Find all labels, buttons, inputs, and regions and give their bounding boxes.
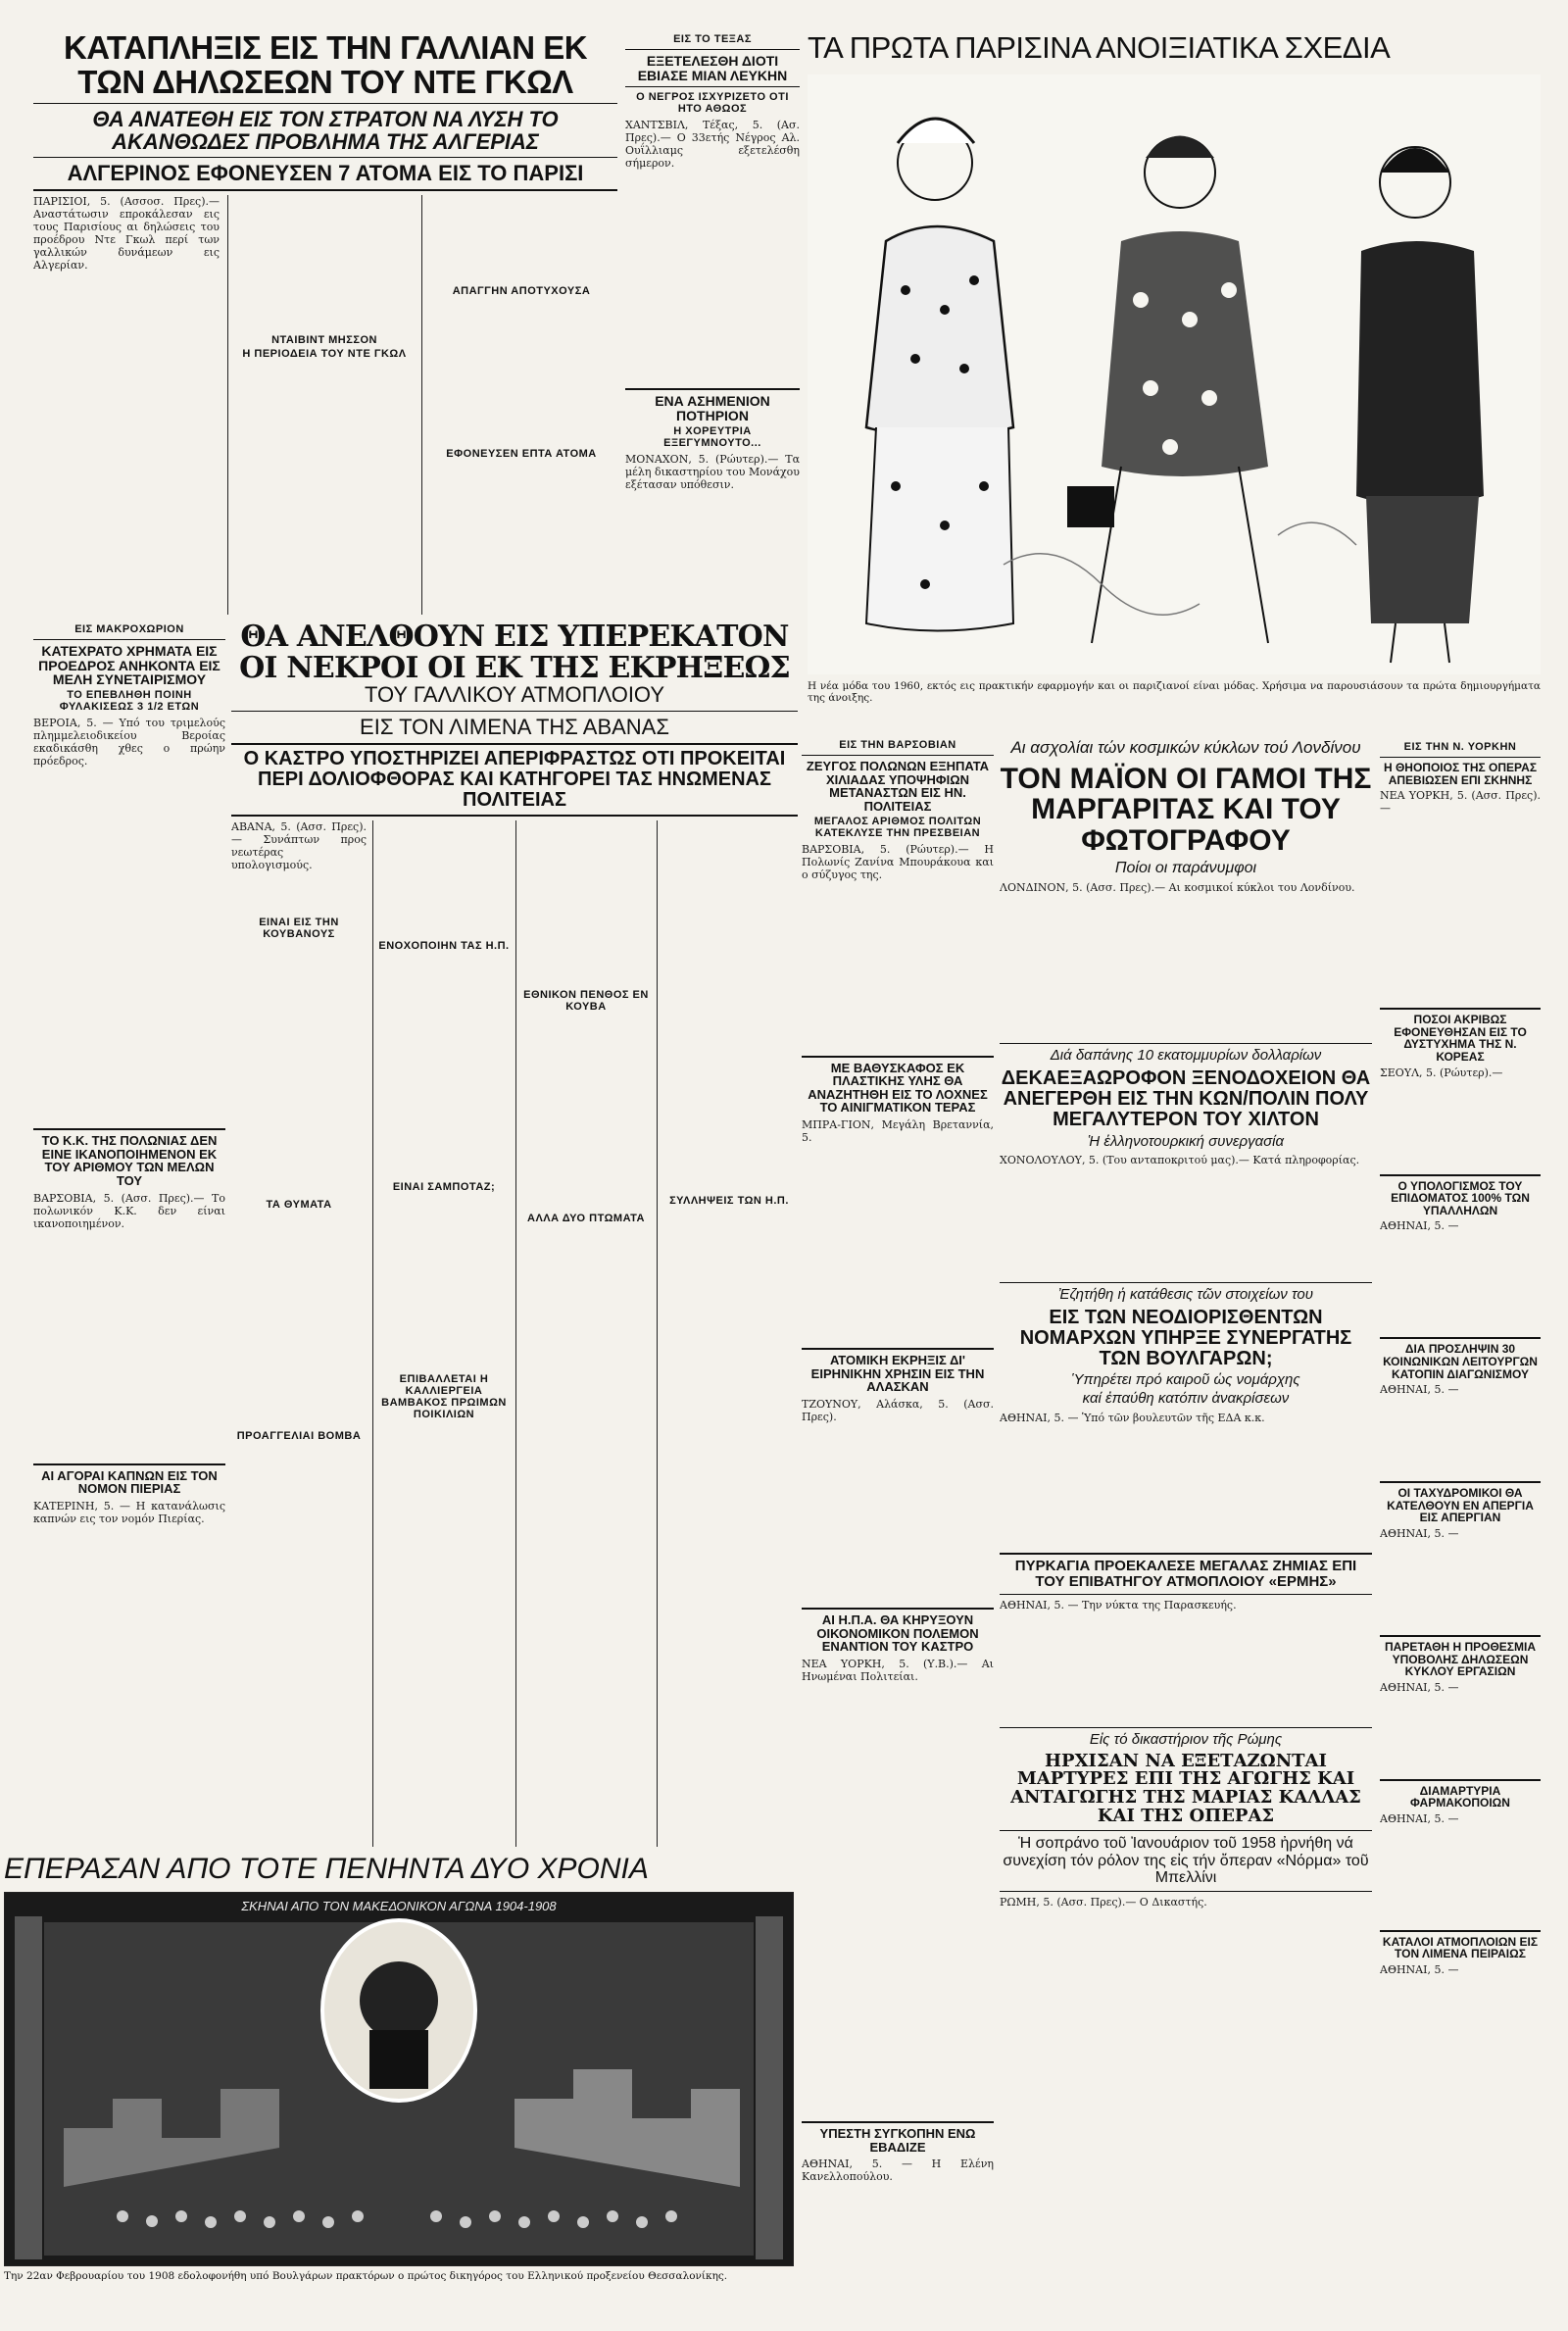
lead-body-col1 bbox=[33, 275, 220, 615]
right-dateline-8: ΑΘΗΝΑΙ, 5. — bbox=[1380, 1963, 1459, 1977]
right-column-briefs bbox=[1380, 739, 1541, 2309]
havana-sub-8: ΑΛΛΑ ΔΥΟ ΠΤΩΜΑΤΑ bbox=[527, 1213, 645, 1225]
lead-sub-3: ΑΠΑΓΓΗΝ ΑΠΟΤΥΧΟΥΣΑ bbox=[452, 284, 591, 297]
havana-sub-1: ΕΙΝΑΙ ΕΙΣ ΤΗΝ ΚΟΥΒΑΝΟΥΣ bbox=[259, 917, 339, 941]
left-column-briefs bbox=[33, 621, 225, 1847]
left-headline-3: ΑΙ ΑΓΟΡΑΙ ΚΑΠΝΩΝ ΕΙΣ ΤΟΝ ΝΟΜΟΝ ΠΙΕΡΙΑΣ bbox=[41, 1467, 218, 1497]
fashion-sketch-image bbox=[808, 74, 1541, 674]
right-dateline-6: ΑΘΗΝΑΙ, 5. — bbox=[1380, 1680, 1459, 1694]
hotel-kicker: Διά δαπάνης 10 εκατομμυρίων δολλαρίων bbox=[1050, 1047, 1322, 1064]
callas-headline: ΗΡΧΙΣΑΝ ΝΑ ΕΞΕΤΑΖΩΝΤΑΙ ΜΑΡΤΥΡΕΣ ΕΠΙ ΤΗΣ ΑΓΩΓΗΣ ΚΑΙ ΑΝΤΑΓΩΓΗΣ ΤΗΣ ΜΑΡΙΑΣ ΚΑΛΛΑΣ ΚΑΙ ΤΗΣ ΟΠΕΡΑΣ bbox=[1010, 1750, 1361, 1827]
havana-sub-3: ΕΘΝΙΚΟΝ ΠΕΝΘΟΣ ΕΝ ΚΟΥΒΑ bbox=[523, 989, 649, 1014]
texas-kicker: ΕΙΣ ΤΟ ΤΕΞΑΣ bbox=[673, 33, 752, 45]
texas-dateline: ΧΑΝΤΣΒΙΛ, Τέξας, 5. (Ασ. Πρες).— Ο 33ετής Νέγρος Αλ. Ουΐλλιαμς εξετελέσθη σήμερον. bbox=[625, 119, 800, 171]
right-headline: Η ΘΗΟΠΟΙΟΣ ΤΗΣ ΟΠΕΡΑΣ ΑΠΕΒΙΩΣΕΝ ΕΠΙ ΣΚΗΝΗΣ bbox=[1383, 761, 1538, 787]
warsaw-headline-3: ΑΤΟΜΙΚΗ ΕΚΡΗΞΙΣ ΔΙ' ΕΙΡΗΝΙΚΗΝ ΧΡΗΣΙΝ ΕΙΣ ΤΗΝ ΑΛΑΣΚΑΝ bbox=[810, 1353, 985, 1395]
bulgars-headline: ΕΙΣ ΤΩΝ ΝΕΟΔΙΟΡΙΣΘΕΝΤΩΝ ΝΟΜΑΡΧΩΝ ΥΠΗΡΞΕ ΣΥΝΕΡΓΑΤΗΣ ΤΩΝ ΒΟΥΛΓΑΡΩΝ; bbox=[1019, 1306, 1352, 1369]
havana-sub-4: ΤΑ ΘΥΜΑΤΑ bbox=[266, 1199, 332, 1212]
right-headline-6: ΠΑΡΕΤΑΘΗ Η ΠΡΟΘΕΣΜΙΑ ΥΠΟΒΟΛΗΣ ΔΗΛΩΣΕΩΝ ΚΥΚΛΟΥ ΕΡΓΑΣΙΩΝ bbox=[1385, 1639, 1536, 1679]
bulgars-subhead-2: καί ἐπαύθη κατόπιν ἀνακρίσεων bbox=[1082, 1390, 1290, 1407]
lead-dateline: ΠΑΡΙΣΙΟΙ, 5. (Ασσοσ. Πρες).— Αναστάτωσιν επροκάλεσαν εις τους Παρισίους αι δηλώσεις του προέδρου Ντε Γκωλ περί των γαλλικών δυνάμεων εις Αλγερίαν. bbox=[33, 194, 220, 272]
right-headline-3: Ο ΥΠΟΛΟΓΙΣΜΟΣ ΤΟΥ ΕΠΙΔΟΜΑΤΟΣ 100% ΤΩΝ ΥΠΑΛΛΗΛΩΝ bbox=[1391, 1178, 1530, 1217]
cup-headline: ΕΝΑ ΑΣΗΜΕΝΙΟΝ ΠΟΤΗΡΙΟΝ bbox=[655, 393, 770, 424]
havana-dateline: ΑΒΑΝΑ, 5. (Ασσ. Πρες).— Συνάπτων προς νεωτέρας υπολογισμούς. bbox=[231, 820, 367, 872]
right-headline-5: ΟΙ ΤΑΧΥΔΡΟΜΙΚΟΙ ΘΑ ΚΑΤΕΛΘΟΥΝ ΕΝ ΑΠΕΡΓΙΑ ΕΙΣ ΑΠΕΡΓΙΑΝ bbox=[1387, 1486, 1534, 1525]
left-subhead: ΤΟ ΕΠΕΒΛΗΘΗ ΠΟΙΝΗ ΦΥΛΑΚΙΣΕΩΣ 3 1/2 ΕΤΩΝ bbox=[59, 689, 200, 714]
lead-subhead: ΘΑ ΑΝΑΤΕΘΗ ΕΙΣ ΤΟΝ ΣΤΡΑΤΟΝ ΝΑ ΛΥΣΗ ΤΟ ΑΚΑΝΘΩΔΕΣ ΠΡΟΒΛΗΜΑ ΤΗΣ ΑΛΓΕΡΙΑΣ bbox=[92, 107, 559, 155]
margaret-kicker: Αι ασχολίαι τών κοσμικών κύκλων τού Λονδίνου bbox=[1010, 739, 1361, 757]
hotel-story bbox=[1000, 1039, 1372, 1272]
macedonia-caption: Την 22αν Φεβρουαρίου του 1908 εδολοφονήθη υπό Βουλγάρων πρακτόρων ο πρώτος δικηγόρος του Ελληνικού προξενείου Θεσσαλονίκης. bbox=[4, 2270, 728, 2282]
right-dateline-5: ΑΘΗΝΑΙ, 5. — bbox=[1380, 1526, 1459, 1540]
havana-subhead: Ο ΚΑΣΤΡΟ ΥΠΟΣΤΗΡΙΖΕΙ ΑΠΕΡΙΦΡΑΣΤΩΣ ΟΤΙ ΠΡΟΚΕΙΤΑΙ ΠΕΡΙ ΔΟΛΙΟΦΘΟΡΑΣ ΚΑΙ ΚΑΤΗΓΟΡΕΙ ΤΑΣ ΗΝΩΜΕΝΑΣ ΠΟΛΙΤΕΙΑΣ bbox=[243, 748, 786, 812]
hotel-subhead: Ἡ ἑλληνοτουρκική συνεργασία bbox=[1087, 1132, 1285, 1150]
warsaw-dateline-3: ΤΖΟΥΝΟΥ, Αλάσκα, 5. (Ασσ. Πρες). bbox=[802, 1398, 994, 1424]
fashion-feature bbox=[808, 31, 1541, 733]
lead-sub-4: ΕΦΟΝΕΥΣΕΝ ΕΠΤΑ ΑΤΟΜΑ bbox=[446, 447, 597, 460]
collision-story bbox=[802, 2117, 994, 2309]
bulgars-kicker: Ἐζητήθη ἡ κατάθεσις τῶν στοιχείων του bbox=[1058, 1286, 1313, 1303]
havana-sub-9: ΠΡΟΑΓΓΕΛΙΑΙ ΒΟΜΒΑ bbox=[236, 1430, 362, 1443]
havana-headline: ΘΑ ΑΝΕΛΘΟΥΝ ΕΙΣ ΥΠΕΡΕΚΑΤΟΝ ΟΙ ΝΕΚΡΟΙ ΟΙ ΕΚ ΤΗΣ ΕΚΡΗΞΕΩΣ bbox=[239, 621, 790, 685]
texas-headline: ΕΞΕΤΕΛΕΣΘΗ ΔΙΟΤΙ ΕΒΙΑΣΕ ΜΙΑΝ ΛΕΥΚΗΝ bbox=[637, 53, 788, 83]
macedonia-illustration bbox=[4, 1892, 794, 2266]
margaret-subhead: Ποίοι οι παράνυμφοι bbox=[1114, 860, 1257, 877]
lead-sub-1: ΝΤΑΙΒΙΝΤ ΜΗΣΣΟΝ bbox=[271, 333, 377, 346]
havana-sub-7: ΣΥΛΛΗΨΕΙΣ ΤΩΝ Η.Π. bbox=[669, 1195, 789, 1208]
right-dateline-4: ΑΘΗΝΑΙ, 5. — bbox=[1380, 1383, 1459, 1397]
cup-dateline: ΜΟΝΑΧΟΝ, 5. (Ρώυτερ).— Τα μέλη δικαστηρίου του Μονάχου εξέτασαν υπόθεσιν. bbox=[625, 452, 800, 491]
macedonia-feature bbox=[0, 1853, 796, 2331]
callas-kicker: Εἰς τό δικαστήριον τῆς Ρώμης bbox=[1089, 1731, 1283, 1748]
right-dateline-2: ΣΕΟΥΛ, 5. (Ρώυτερ).— bbox=[1380, 1066, 1503, 1079]
havana-headline-2: ΤΟΥ ΓΑΛΛΙΚΟΥ ΑΤΜΟΠΛΟΙΟΥ bbox=[364, 682, 665, 707]
right-dateline-3: ΑΘΗΝΑΙ, 5. — bbox=[1380, 1219, 1459, 1233]
bulgars-story bbox=[1000, 1278, 1372, 1543]
warsaw-column bbox=[802, 737, 994, 1874]
hotel-dateline: ΧΟΝΟΛΟΥΛΟΥ, 5. (Του ανταποκριτού μας).— Κατά πληροφορίας. bbox=[1000, 1154, 1360, 1166]
macedonia-banner: ΣΚΗΝΑΙ ΑΠΟ ΤΟΝ ΜΑΚΕΔΟΝΙΚΟΝ ΑΓΩΝΑ 1904-1908 bbox=[241, 1899, 557, 1913]
lead-story-de-gaulle bbox=[33, 31, 617, 615]
right-headline-2: ΠΟΣΟΙ ΑΚΡΙΒΩΣ ΕΦΟΝΕΥΘΗΣΑΝ ΕΙΣ ΤΟ ΔΥΣΤΥΧΗΜΑ ΤΗΣ Ν. ΚΟΡΕΑΣ bbox=[1394, 1013, 1527, 1064]
right-headline-7: ΔΙΑΜΑΡΤΥΡΙΑ ΦΑΡΜΑΚΟΠΟΙΩΝ bbox=[1410, 1783, 1510, 1810]
cup-subhead: Η ΧΟΡΕΥΤΡΙΑ ΕΞΕΓΥΜΝΟΥΤΟ... bbox=[663, 424, 761, 449]
fashion-headline: ΤΑ ΠΡΩΤΑ ΠΑΡΙΣΙΝΑ ΑΝΟΙΞΙΑΤΙΚΑ ΣΧΕΔΙΑ bbox=[808, 31, 1391, 65]
macedonia-scene-image bbox=[5, 1893, 793, 2265]
havana-sub-2: ΕΝΟΧΟΠΟΙΗΝ ΤΑΣ Η.Π. bbox=[378, 940, 510, 953]
havana-sub-5: ΕΙΝΑΙ ΣΑΜΠΟΤΑΖ; bbox=[392, 1181, 496, 1194]
hermes-headline: ΠΥΡΚΑΓΙΑ ΠΡΟΕΚΑΛΕΣΕ ΜΕΓΑΛΑΣ ΖΗΜΙΑΣ ΕΠΙ ΤΟΥ ΕΠΙΒΑΤΗΓΟΥ ΑΤΜΟΠΛΟΙΟΥ «ΕΡΜΗΣ» bbox=[1014, 1558, 1357, 1590]
lead-second-headline: ΑΛΓΕΡΙΝΟΣ ΕΦΟΝΕΥΣΕΝ 7 ΑΤΟΜΑ ΕΙΣ ΤΟ ΠΑΡΙΣΙ bbox=[67, 161, 584, 186]
collision-headline: ΥΠΕΣΤΗ ΣΥΓΚΟΠΗΝ ΕΝΩ ΕΒΑΔΙΖΕ bbox=[819, 2126, 976, 2155]
left-dateline: ΒΕΡΟΙΑ, 5. — Υπό του τριμελούς πλημμελειοδικείου Βεροίας εκαδικάσθη χθες ο πρώην πρόεδρος. bbox=[33, 717, 225, 769]
warsaw-dateline-2: ΜΠΡΑ-ΓΙΟΝ, Μεγάλη Βρεταννία, 5. bbox=[802, 1118, 994, 1145]
warsaw-headline-4: ΑΙ Η.Π.Α. ΘΑ ΚΗΡΥΞΟΥΝ ΟΙΚΟΝΟΜΙΚΟΝ ΠΟΛΕΜΟΝ ΕΝΑΝΤΙΟΝ ΤΟΥ ΚΑΣΤΡΟ bbox=[816, 1612, 979, 1655]
right-dateline-7: ΑΘΗΝΑΙ, 5. — bbox=[1380, 1811, 1459, 1825]
left-dateline-2: ΒΑΡΣΟΒΙΑ, 5. (Ασσ. Πρες).— Το πολωνικόν Κ.Κ. δεν είναι ικανοποιημένον. bbox=[33, 1191, 225, 1230]
right-headline-8: ΚΑΤΑΛΟΙ ΑΤΜΟΠΛΟΙΩΝ ΕΙΣ ΤΟΝ ΛΙΜΕΝΑ ΠΕΙΡΑΙΩΣ bbox=[1382, 1934, 1539, 1961]
right-kicker: ΕΙΣ ΤΗΝ Ν. ΥΟΡΚΗΝ bbox=[1403, 741, 1517, 753]
margaret-story bbox=[1000, 739, 1372, 1033]
macedonia-headline: ΕΠΕΡΑΣΑΝ ΑΠΟ ΤΟΤΕ ΠΕΝΗΝΤΑ ΔΥΟ ΧΡΟΝΙΑ bbox=[4, 1853, 649, 1885]
callas-story bbox=[1000, 1723, 1372, 2309]
warsaw-subhead: ΜΕΓΑΛΟΣ ΑΡΙΘΜΟΣ ΠΟΛΙΤΩΝ ΚΑΤΕΚΛΥΣΕ ΤΗΝ ΠΡΕΣΒΕΙΑΝ bbox=[813, 815, 982, 839]
hermes-dateline: ΑΘΗΝΑΙ, 5. — Την νύκτα της Παρασκευής. bbox=[1000, 1598, 1237, 1612]
lead-headline: ΚΑΤΑΠΛΗΞΙΣ ΕΙΣ ΤΗΝ ΓΑΛΛΙΑΝ ΕΚ ΤΩΝ ΔΗΛΩΣΕΩΝ ΤΟΥ ΝΤΕ ΓΚΩΛ bbox=[63, 31, 588, 100]
collision-dateline: ΑΘΗΝΑΙ, 5. — Η Ελένη Κανελλοπούλου. bbox=[802, 2157, 994, 2184]
callas-subhead: Ἡ σοπράνο τοῦ Ἰανουάριον τοῦ 1958 ἠρνήθη νά συνεχίση τόν ρόλον της εἰς τήν ὄπεραν «Νόρμα» τοῦ Μπελλίνι bbox=[1003, 1835, 1369, 1887]
left-kicker: ΕΙΣ ΜΑΚΡΟΧΩΡΙΟΝ bbox=[74, 623, 184, 635]
right-headline-4: ΔΙΑ ΠΡΟΣΛΗΨΙΝ 30 ΚΟΙΝΩΝΙΚΩΝ ΛΕΙΤΟΥΡΓΩΝ ΚΑΤΟΠΙΝ ΔΙΑΓΩΝΙΣΜΟΥ bbox=[1383, 1342, 1538, 1381]
callas-dateline: ΡΩΜΗ, 5. (Ασσ. Πρες).— Ο Δικαστής. bbox=[1000, 1895, 1207, 1909]
warsaw-headline-2: ΜΕ ΒΑΘΥΣΚΑΦΟΣ ΕΚ ΠΛΑΣΤΙΚΗΣ ΥΛΗΣ ΘΑ ΑΝΑΖΗΤΗΘΗ ΕΙΣ ΤΟ ΛΟΧΝΕΣ ΤΟ ΑΙΝΙΓΜΑΤΙΚΟΝ ΤΕΡΑΣ bbox=[808, 1060, 988, 1116]
lead-sub-2: Η ΠΕΡΙΟΔΕΙΑ ΤΟΥ ΝΤΕ ΓΚΩΛ bbox=[242, 347, 407, 360]
bulgars-dateline: ΑΘΗΝΑΙ, 5. — Ὑπό τῶν βουλευτῶν τῆς ΕΔΑ κ.κ. bbox=[1000, 1411, 1265, 1424]
hermes-story bbox=[1000, 1549, 1372, 1717]
havana-headline-3: ΕΙΣ ΤΟΝ ΛΙΜΕΝΑ ΤΗΣ ΑΒΑΝΑΣ bbox=[360, 715, 669, 740]
left-dateline-3: ΚΑΤΕΡΙΝΗ, 5. — Η κατανάλωσις καπνών εις τον νομόν Πιερίας. bbox=[33, 1499, 225, 1525]
fashion-caption: Η νέα μόδα του 1960, εκτός εις πρακτικήν εφαρμογήν και οι παριζιανοί είναι μόδας. Χρήσιμα να παρουσιάσουν τα πρώτα δημιουργήματα της άνοιξης. bbox=[808, 680, 1541, 704]
warsaw-dateline-4: ΝΕΑ ΥΟΡΚΗ, 5. (Υ.Β.).— Αι Ηνωμέναι Πολιτείαι. bbox=[802, 1657, 994, 1683]
left-headline: ΚΑΤΕΧΡΑΤΟ ΧΡΗΜΑΤΑ ΕΙΣ ΠΡΟΕΔΡΟΣ ΑΝΗΚΟΝΤΑ ΕΙΣ ΜΕΛΗ ΣΥΝΕΤΑΙΡΙΣΜΟΥ bbox=[38, 643, 220, 688]
margaret-headline: ΤΟΝ ΜΑΪΟΝ ΟΙ ΓΑΜΟΙ ΤΗΣ ΜΑΡΓΑΡΙΤΑΣ ΚΑΙ ΤΟΥ ΦΩΤΟΓΡΑΦΟΥ bbox=[1000, 762, 1372, 857]
left-headline-2: ΤΟ Κ.Κ. ΤΗΣ ΠΟΛΩΝΙΑΣ ΔΕΝ ΕΙΝΕ ΙΚΑΝΟΠΟΙΗΜΕΝΟΝ ΕΚ ΤΟΥ ΑΡΙΘΜΟΥ ΤΩΝ ΜΕΛΩΝ ΤΟΥ bbox=[41, 1133, 218, 1188]
fashion-illustration bbox=[808, 74, 1541, 674]
margaret-dateline: ΛΟΝΔΙΝΟΝ, 5. (Ασσ. Πρες).— Αι κοσμικοί κύκλοι του Λονδίνου. bbox=[1000, 880, 1355, 894]
texas-subhead: Ο ΝΕΓΡΟΣ ΙΣΧΥΡΙΖΕΤΟ ΟΤΙ ΗΤΟ ΑΘΩΟΣ bbox=[636, 91, 789, 116]
havana-sub-6: ΕΠΙΒΑΛΛΕΤΑΙ Η ΚΑΛΛΙΕΡΓΕΙΑ ΒΑΜΒΑΚΟΣ ΠΡΩΙΜΩΝ ΠΟΙΚΙΛΙΩΝ bbox=[381, 1373, 507, 1421]
warsaw-kicker: ΕΙΣ ΤΗΝ ΒΑΡΣΟΒΙΑΝ bbox=[839, 739, 956, 751]
brief-texas bbox=[625, 31, 800, 615]
warsaw-headline: ΖΕΥΓΟΣ ΠΟΛΩΝΩΝ ΕΞΗΠΑΤΑ ΧΙΛΙΑΔΑΣ ΥΠΟΨΗΦΙΩΝ ΜΕΤΑΝΑΣΤΩΝ ΕΙΣ ΗΝ. ΠΟΛΙΤΕΙΑΣ bbox=[806, 759, 990, 814]
hotel-headline: ΔΕΚΑΕΞΑΩΡΟΦΟΝ ΞΕΝΟΔΟΧΕΙΟΝ ΘΑ ΑΝΕΓΕΡΘΗ ΕΙΣ ΤΗΝ ΚΩΝ/ΠΟΛΙΝ ΠΟΛΥ ΜΕΓΑΛΥΤΕΡΟΝ ΤΟΥ ΧΙΛΤΟΝ bbox=[1001, 1066, 1371, 1130]
havana-story bbox=[231, 621, 798, 1847]
bulgars-subhead: Ὑπηρέτει πρό καιροῦ ὡς νομάρχης bbox=[1071, 1370, 1300, 1388]
warsaw-dateline: ΒΑΡΣΟΒΙΑ, 5. (Ρώυτερ).— Η Πολωνίς Ζανίνα Μπουράκουα και ο σύζυγος της. bbox=[802, 842, 994, 881]
right-dateline: ΝΕΑ ΥΟΡΚΗ, 5. (Ασσ. Πρες).— bbox=[1380, 789, 1541, 816]
